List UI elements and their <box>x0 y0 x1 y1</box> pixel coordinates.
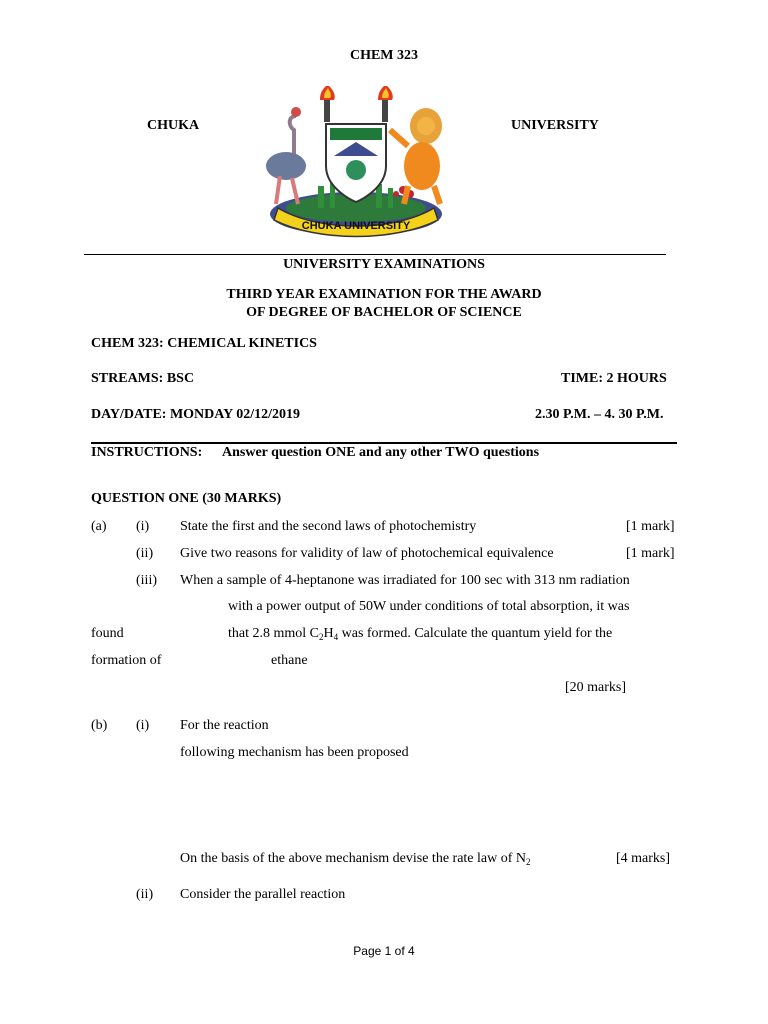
part-b-label: (b) <box>91 718 108 733</box>
torch-icon <box>378 86 393 122</box>
award-line-1: THIRD YEAR EXAMINATION FOR THE AWARD <box>226 287 542 302</box>
part-b-i-line-1: For the reaction <box>180 718 269 733</box>
part-b-i-label: (i) <box>136 718 150 733</box>
streams-label: STREAMS: BSC <box>91 371 195 386</box>
part-a-iii-marks: [20 marks] <box>565 680 627 695</box>
part-b-ii-text: Consider the parallel reaction <box>180 887 346 902</box>
torch-icon <box>320 86 335 122</box>
instructions-text: Answer question ONE and any other TWO questions <box>222 445 540 460</box>
part-b-i-line-3: On the basis of the above mechanism devise the rate law of $N_2$ <box>180 851 531 867</box>
ostrich-icon <box>266 107 306 204</box>
part-a-iii-line-4: ethane <box>271 653 308 668</box>
part-a-ii-text: Give two reasons for validity of law of photochemical equivalence <box>180 546 554 561</box>
part-a-iii-line-2: with a power output of 50W under conditions of total absorption, it was <box>228 599 630 614</box>
course-title: CHEM 323: CHEMICAL KINETICS <box>91 336 317 351</box>
part-a-ii-marks: [1 mark] <box>626 546 675 561</box>
exam-date: DAY/DATE: MONDAY 02/12/2019 <box>91 407 300 422</box>
logo-banner-text: CHUKA UNIVERSITY <box>301 220 411 232</box>
university-crest-logo <box>258 86 454 238</box>
part-a-iii-line-3: that 2.8 mmol $C_2H_4$ was formed. Calculate the quantum yield for the <box>228 626 613 642</box>
exam-duration: TIME: 2 HOURS <box>561 371 667 386</box>
page-number: Page 1 of 4 <box>353 944 415 958</box>
course-code-header: CHEM 323 <box>349 48 419 63</box>
part-a-iii-line-1: When a sample of 4-heptanone was irradiated for 100 sec with 313 nm radiation <box>180 573 630 588</box>
header-right-word: UNIVERSITY <box>511 118 599 133</box>
divider-instructions <box>91 442 677 444</box>
part-a-iii-line-4-left: formation of <box>91 653 162 668</box>
header-left-word: CHUKA <box>147 118 200 133</box>
exam-hours: 2.30 P.M. – 4. 30 P.M. <box>535 407 664 422</box>
part-a-i-marks: [1 mark] <box>626 519 675 534</box>
part-a-i-text: State the first and the second laws of photochemistry <box>180 519 477 534</box>
part-a-iii-label: (iii) <box>136 573 157 588</box>
exam-heading: UNIVERSITY EXAMINATIONS <box>283 257 485 272</box>
part-a-ii-label: (ii) <box>136 546 154 561</box>
part-a-iii-line-3-left: found <box>91 626 124 641</box>
part-b-ii-label: (ii) <box>136 887 154 902</box>
part-a-i-label: (i) <box>136 519 150 534</box>
part-a-label: (a) <box>91 519 107 534</box>
question-one-title: QUESTION ONE (30 MARKS) <box>91 491 282 506</box>
part-b-i-line-2: following mechanism has been proposed <box>180 745 409 760</box>
part-b-i-marks: [4 marks] <box>616 851 671 866</box>
award-line-2: OF DEGREE OF BACHELOR OF SCIENCE <box>246 305 522 320</box>
lion-icon <box>390 108 442 204</box>
divider-top <box>84 254 666 255</box>
instructions-label: INSTRUCTIONS: <box>91 445 203 460</box>
